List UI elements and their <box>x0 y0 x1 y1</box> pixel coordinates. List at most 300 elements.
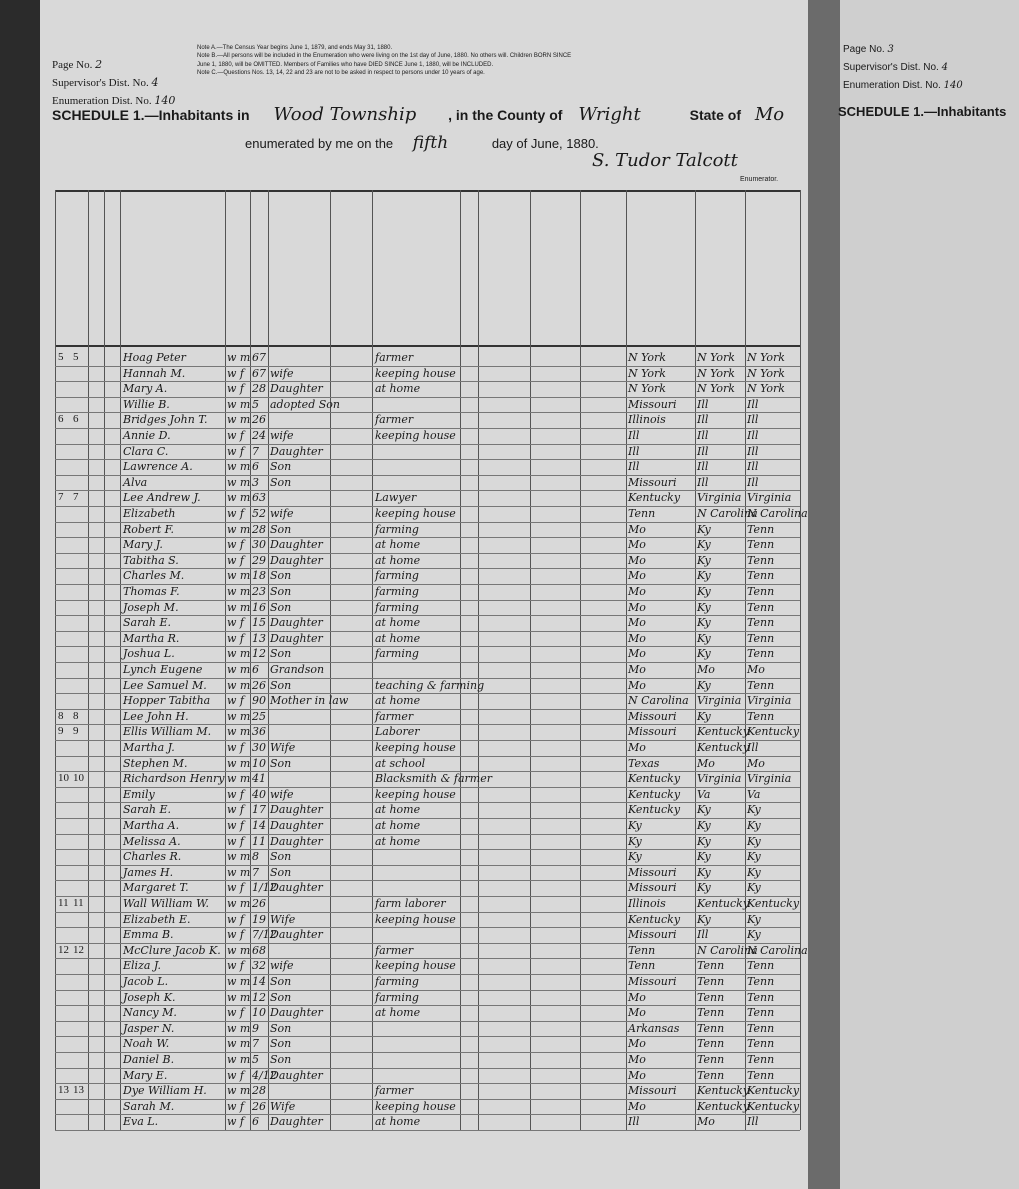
cell-b1: Kentucky <box>628 803 681 817</box>
table-row <box>55 631 800 648</box>
cell-b3: Tenn <box>747 585 775 598</box>
cell-b1: Mo <box>628 616 646 630</box>
cell-sex: w f <box>227 538 244 552</box>
table-top-rule <box>55 190 800 192</box>
cell-name: Daniel B. <box>123 1053 175 1066</box>
cell-b1: Mo <box>628 990 646 1004</box>
cell-sex: w f <box>227 834 244 848</box>
cell-b2: Ill <box>697 475 709 489</box>
cell-rel: Grandson <box>270 663 325 676</box>
cell-b1: Ill <box>628 444 640 458</box>
cell-name: Lee Andrew J. <box>123 491 201 505</box>
table-row <box>55 943 808 960</box>
cell-sex: w m <box>227 600 251 614</box>
right-enumeration-dist: Enumeration Dist. No. 140 <box>843 80 963 91</box>
table-row <box>55 802 800 819</box>
cell-name: Martha A. <box>123 819 180 832</box>
right-page-number: Page No. 3 <box>843 44 894 55</box>
cell-dw: 10 <box>58 772 69 785</box>
cell-dw: 8 <box>58 709 64 722</box>
cell-name: Mary A. <box>123 382 168 396</box>
cell-b1: Missouri <box>628 709 677 723</box>
cell-b1: Missouri <box>628 975 677 988</box>
cell-name: Martha J. <box>123 741 175 754</box>
cell-rel: Daughter <box>270 1006 323 1020</box>
cell-b3: Ky <box>747 819 761 832</box>
cell-b2: Ky <box>697 569 711 583</box>
enumerator-label: Enumerator. <box>740 176 779 183</box>
cell-b2: Mo <box>697 1115 715 1129</box>
table-row <box>55 834 800 851</box>
cell-b1: Tenn <box>628 943 656 957</box>
cell-occ: farming <box>375 975 419 988</box>
cell-b3: Mo <box>747 663 765 676</box>
cell-age: 7 <box>252 1037 259 1051</box>
cell-age: 7/12 <box>252 928 277 942</box>
cell-b3: Tenn <box>747 1053 775 1066</box>
table-row <box>55 584 800 601</box>
cell-age: 63 <box>252 491 266 505</box>
cell-name: Jasper N. <box>123 1021 175 1035</box>
cell-sex: w f <box>227 553 244 567</box>
cell-b1: Mo <box>628 678 646 692</box>
table-row <box>55 709 800 726</box>
enumerated-line: enumerated by me on the fifth day of June, 1880. <box>245 133 599 153</box>
table-row <box>55 693 800 710</box>
cell-b3: Ky <box>747 834 761 848</box>
table-row <box>55 990 800 1007</box>
cell-sex: w m <box>227 663 251 676</box>
cell-age: 26 <box>252 1099 266 1113</box>
cell-sex: w m <box>227 569 251 583</box>
cell-b2: Tenn <box>697 1068 725 1082</box>
enumeration-dist-label: Enumeration Dist. No. 140 <box>52 94 176 107</box>
cell-age: 68 <box>252 943 266 957</box>
cell-b2: Tenn <box>697 959 725 973</box>
cell-name: Nancy M. <box>123 1006 177 1020</box>
cell-age: 14 <box>252 819 266 832</box>
cell-b3: Tenn <box>747 631 775 645</box>
cell-occ: keeping house <box>375 507 456 520</box>
table-row <box>55 740 800 757</box>
cell-b3: Tenn <box>747 553 775 567</box>
table-row <box>55 1083 800 1100</box>
cell-name: Martha R. <box>123 631 180 645</box>
cell-dw: 11 <box>58 897 69 909</box>
cell-sex: w f <box>227 928 244 942</box>
cell-sex: w m <box>227 772 251 786</box>
cell-occ: Blacksmith & farmer <box>375 772 492 786</box>
cell-fam: 12 <box>73 943 84 956</box>
cell-age: 32 <box>252 959 266 973</box>
cell-b1: Mo <box>628 538 646 552</box>
cell-b2: Va <box>697 787 711 801</box>
cell-b3: Tenn <box>747 709 775 723</box>
cell-occ: farmer <box>375 943 414 957</box>
cell-sex: w f <box>227 429 244 442</box>
cell-b2: Ill <box>697 413 709 427</box>
cell-sex: w f <box>227 959 244 973</box>
cell-rel: Son <box>270 569 292 583</box>
cell-age: 5 <box>252 1053 259 1066</box>
cell-name: Emily <box>123 787 155 801</box>
cell-occ: at home <box>375 834 421 848</box>
cell-age: 26 <box>252 678 266 692</box>
cell-age: 24 <box>252 429 266 442</box>
cell-b1: Ill <box>628 460 640 474</box>
cell-age: 36 <box>252 725 266 739</box>
cell-b1: Missouri <box>628 928 677 942</box>
cell-sex: w m <box>227 1084 251 1098</box>
cell-name: Tabitha S. <box>123 553 179 567</box>
county: Wright <box>578 104 641 125</box>
cell-b2: Kentucky <box>697 1099 750 1113</box>
cell-age: 26 <box>252 897 266 910</box>
cell-fam: 9 <box>73 725 79 738</box>
cell-age: 29 <box>252 553 266 567</box>
cell-rel: wife <box>270 787 294 801</box>
cell-b1: Missouri <box>628 475 677 489</box>
cell-name: Sarah M. <box>123 1099 175 1113</box>
cell-b2: Ky <box>697 709 711 723</box>
cell-occ: at home <box>375 1006 421 1020</box>
table-row <box>55 880 800 897</box>
cell-sex: w m <box>227 850 251 864</box>
enumeration-dist-value: 140 <box>154 94 176 107</box>
table-row <box>55 958 800 975</box>
table-row <box>55 537 800 554</box>
cell-b1: Mo <box>628 522 646 536</box>
cell-b1: Mo <box>628 585 646 598</box>
cell-age: 7 <box>252 444 259 458</box>
cell-dw: 9 <box>58 725 64 738</box>
cell-rel: Daughter <box>270 616 323 630</box>
cell-sex: w m <box>227 460 251 474</box>
cell-b3: Tenn <box>747 1068 775 1082</box>
cell-b2: N Carolina <box>697 507 758 520</box>
cell-sex: w f <box>227 741 244 754</box>
cell-sex: w f <box>227 366 244 380</box>
cell-b1: Mo <box>628 647 646 661</box>
cell-b3: Ill <box>747 397 759 411</box>
cell-rel: Wife <box>270 912 296 926</box>
cell-b1: Illinois <box>628 897 666 910</box>
cell-sex: w f <box>227 382 244 396</box>
right-supervisor-dist: Supervisor's Dist. No. 4 <box>843 62 948 73</box>
cell-age: 7 <box>252 865 259 879</box>
cell-b3: N Carolina <box>747 507 808 520</box>
cell-occ: farmer <box>375 351 414 364</box>
cell-name: Joseph M. <box>123 600 179 614</box>
cell-occ: teaching & farming <box>375 678 485 692</box>
cell-rel: Daughter <box>270 553 323 567</box>
table-row <box>55 490 800 507</box>
cell-name: Lee Samuel M. <box>123 678 207 692</box>
table-row <box>55 849 800 866</box>
cell-sex: w m <box>227 397 251 411</box>
cell-b2: Kentucky <box>697 897 750 910</box>
cell-occ: keeping house <box>375 959 456 973</box>
cell-name: McClure Jacob K. <box>123 943 221 957</box>
cell-sex: w m <box>227 709 251 723</box>
cell-b3: Kentucky <box>747 1084 800 1098</box>
cell-b2: Tenn <box>697 1053 725 1066</box>
cell-name: Margaret T. <box>123 881 189 895</box>
cell-b2: Ill <box>697 429 709 442</box>
cell-b3: Mo <box>747 756 765 770</box>
cell-b3: N Carolina <box>747 943 808 957</box>
cell-name: Elizabeth <box>123 507 176 520</box>
cell-b3: Tenn <box>747 600 775 614</box>
cell-rel: Son <box>270 850 292 864</box>
cell-sex: w m <box>227 678 251 692</box>
cell-sex: w f <box>227 881 244 895</box>
cell-b3: Ky <box>747 912 761 926</box>
cell-b2: Ky <box>697 538 711 552</box>
cell-occ: at home <box>375 553 421 567</box>
table-row <box>55 974 800 991</box>
scan-border-left <box>0 0 40 1189</box>
cell-b2: Ky <box>697 881 711 895</box>
cell-b2: Ky <box>697 834 711 848</box>
cell-age: 18 <box>252 569 266 583</box>
cell-name: Bridges John T. <box>123 413 208 427</box>
cell-b1: Tenn <box>628 959 656 973</box>
cell-age: 26 <box>252 413 266 427</box>
cell-occ: at home <box>375 382 421 396</box>
header-bottom-rule <box>55 345 800 347</box>
table-row <box>55 646 800 663</box>
cell-rel: adopted Son <box>270 397 340 411</box>
page-number-value: 2 <box>95 58 103 71</box>
table-row <box>55 662 800 679</box>
cell-occ: farming <box>375 600 419 614</box>
cell-name: Mary E. <box>123 1068 168 1082</box>
cell-b1: Mo <box>628 1037 646 1051</box>
cell-age: 10 <box>252 1006 266 1020</box>
cell-b2: Ky <box>697 803 711 817</box>
cell-name: Willie B. <box>123 397 170 411</box>
cell-dw: 7 <box>58 491 64 504</box>
cell-age: 6 <box>252 663 259 676</box>
table-row <box>55 787 800 804</box>
cell-b1: Ill <box>628 429 640 442</box>
cell-sex: w f <box>227 803 244 817</box>
cell-occ: keeping house <box>375 366 456 380</box>
cell-name: Melissa A. <box>123 834 181 848</box>
township: Wood Township <box>273 104 417 125</box>
table-row <box>55 366 800 383</box>
cell-fam: 13 <box>73 1084 84 1097</box>
cell-occ: keeping house <box>375 741 456 754</box>
cell-b3: Ky <box>747 803 761 817</box>
cell-rel: Son <box>270 522 292 536</box>
cell-b1: Ky <box>628 850 642 864</box>
cell-b2: N York <box>697 382 735 396</box>
cell-name: Alva <box>123 475 148 489</box>
cell-b1: Mo <box>628 600 646 614</box>
cell-age: 67 <box>252 366 266 380</box>
cell-occ: farm laborer <box>375 897 446 910</box>
cell-b1: Illinois <box>628 413 666 427</box>
cell-sex: w m <box>227 943 251 957</box>
cell-name: Thomas F. <box>123 585 180 598</box>
cell-occ: at home <box>375 616 421 630</box>
cell-age: 30 <box>252 538 266 552</box>
cell-b1: Mo <box>628 553 646 567</box>
table-row <box>55 771 800 788</box>
cell-b1: Mo <box>628 1006 646 1020</box>
cell-rel: Son <box>270 990 292 1004</box>
cell-rel: Daughter <box>270 382 323 396</box>
table-row <box>55 397 800 414</box>
cell-dw: 12 <box>58 943 69 956</box>
cell-age: 6 <box>252 460 259 474</box>
cell-rel: Wife <box>270 1099 296 1113</box>
cell-sex: w m <box>227 725 251 739</box>
cell-b3: Ky <box>747 881 761 895</box>
cell-name: James H. <box>123 865 174 879</box>
cell-b1: N York <box>628 366 666 380</box>
cell-age: 9 <box>252 1021 259 1035</box>
cell-b2: Ill <box>697 397 709 411</box>
cell-name: Richardson Henry <box>123 772 225 786</box>
cell-rel: Daughter <box>270 538 323 552</box>
enumerator-signature: S. Tudor Talcott <box>592 150 738 171</box>
cell-sex: w m <box>227 865 251 879</box>
cell-b1: Arkansas <box>628 1021 680 1035</box>
cell-sex: w f <box>227 507 244 520</box>
cell-rel: Son <box>270 585 292 598</box>
census-sheet-next <box>840 0 1019 1189</box>
cell-age: 14 <box>252 975 266 988</box>
cell-occ: keeping house <box>375 1099 456 1113</box>
cell-b1: Missouri <box>628 881 677 895</box>
cell-b2: Virginia <box>697 491 742 505</box>
cell-rel: wife <box>270 366 294 380</box>
cell-occ: farmer <box>375 1084 414 1098</box>
cell-b3: Kentucky <box>747 725 800 739</box>
cell-sex: w m <box>227 1021 251 1035</box>
cell-name: Lynch Eugene <box>123 663 203 676</box>
cell-age: 17 <box>252 803 266 817</box>
cell-occ: farming <box>375 990 419 1004</box>
cell-age: 6 <box>252 1115 259 1129</box>
cell-b2: Ill <box>697 444 709 458</box>
cell-b2: Ky <box>697 522 711 536</box>
cell-b1: Mo <box>628 741 646 754</box>
cell-b2: Ky <box>697 819 711 832</box>
cell-age: 40 <box>252 787 266 801</box>
table-row <box>55 912 800 929</box>
cell-name: Hannah M. <box>123 366 186 380</box>
cell-occ: keeping house <box>375 429 456 442</box>
cell-name: Wall William W. <box>123 897 209 910</box>
cell-age: 12 <box>252 647 266 661</box>
cell-rel: Son <box>270 475 292 489</box>
cell-occ: keeping house <box>375 787 456 801</box>
table-row <box>55 568 800 585</box>
cell-age: 8 <box>252 850 259 864</box>
cell-b3: Tenn <box>747 522 775 536</box>
cell-sex: w f <box>227 616 244 630</box>
cell-sex: w f <box>227 1099 244 1113</box>
grid-line <box>800 190 801 1130</box>
cell-rel: Son <box>270 975 292 988</box>
cell-fam: 6 <box>73 413 79 426</box>
cell-age: 41 <box>252 772 266 786</box>
cell-age: 23 <box>252 585 266 598</box>
cell-sex: w m <box>227 647 251 661</box>
cell-sex: w m <box>227 975 251 988</box>
cell-name: Dye William H. <box>123 1084 207 1098</box>
cell-sex: w m <box>227 585 251 598</box>
table-row <box>55 818 800 835</box>
cell-sex: w m <box>227 897 251 910</box>
cell-b3: Ill <box>747 413 759 427</box>
cell-b3: Tenn <box>747 990 775 1004</box>
table-row <box>55 553 800 570</box>
table-row <box>55 459 800 476</box>
cell-b1: Mo <box>628 569 646 583</box>
cell-b1: Ill <box>628 1115 640 1129</box>
cell-occ: farmer <box>375 413 414 427</box>
cell-name: Joseph K. <box>123 990 176 1004</box>
cell-name: Robert F. <box>123 522 175 536</box>
table-row <box>55 444 800 461</box>
supervisor-dist-value: 4 <box>151 76 159 89</box>
cell-b3: Virginia <box>747 491 792 505</box>
cell-rel: Son <box>270 1037 292 1051</box>
cell-occ: at home <box>375 538 421 552</box>
cell-b2: Kentucky <box>697 741 750 754</box>
cell-rel: Daughter <box>270 444 323 458</box>
cell-name: Hopper Tabitha <box>123 694 211 708</box>
cell-age: 1/12 <box>252 881 277 895</box>
cell-occ: farming <box>375 585 419 598</box>
cell-b1: Mo <box>628 1099 646 1113</box>
cell-b3: Tenn <box>747 1021 775 1035</box>
cell-b3: Tenn <box>747 616 775 630</box>
table-row <box>55 412 800 429</box>
cell-fam: 10 <box>73 772 84 785</box>
table-row <box>55 1005 800 1022</box>
cell-sex: w m <box>227 491 251 505</box>
cell-fam: 7 <box>73 491 79 504</box>
cell-age: 90 <box>252 694 266 708</box>
cell-sex: w f <box>227 1115 244 1129</box>
cell-rel: Son <box>270 600 292 614</box>
cell-age: 25 <box>252 709 266 723</box>
cell-name: Charles R. <box>123 850 182 864</box>
note-line: Note C.—Questions Nos. 13, 14, 22 and 23 are not to be asked in respect to persons under 10 years of age. <box>197 70 485 77</box>
cell-b3: Ky <box>747 928 761 942</box>
cell-sex: w m <box>227 522 251 536</box>
cell-rel: Daughter <box>270 819 323 832</box>
cell-b2: Ky <box>697 631 711 645</box>
cell-b1: Ky <box>628 819 642 832</box>
scan-gutter <box>808 0 840 1189</box>
schedule-title: SCHEDULE 1.—Inhabitants in Wood Township , in the County of Wright State of Mo <box>52 104 785 125</box>
table-row <box>55 522 800 539</box>
cell-b3: Tenn <box>747 569 775 583</box>
cell-occ: at home <box>375 1115 421 1129</box>
cell-b2: Ky <box>697 912 711 926</box>
cell-name: Lee John H. <box>123 709 189 723</box>
cell-sex: w m <box>227 1037 251 1051</box>
cell-rel: Son <box>270 647 292 661</box>
table-row <box>55 600 800 617</box>
